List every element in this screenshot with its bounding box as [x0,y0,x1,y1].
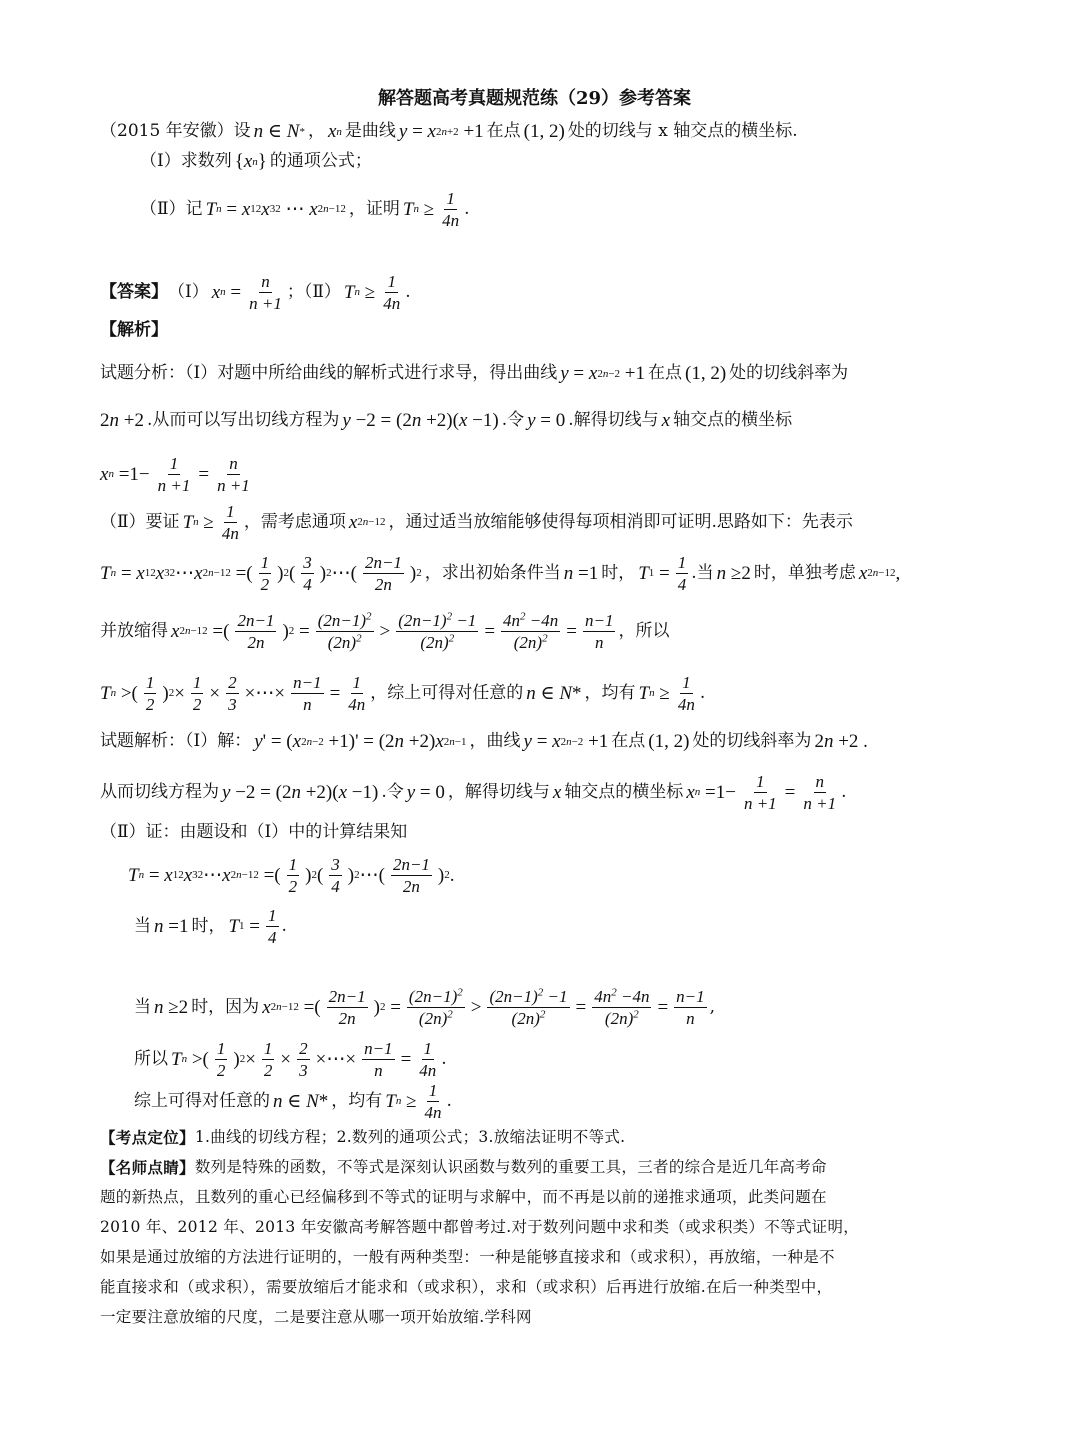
text: 并放缩得 [100,620,168,641]
math-Tn-product: T n = x 1 2 x 3 2 ⋯ x 2n−1 2 =( [128,864,281,886]
text: ，综上可得对任意的 [370,682,524,703]
math-tangent: y −2 = (2 n +2)( x −1) [342,410,499,431]
text: 试题解析：（Ⅰ）解： [100,731,252,751]
math-xn: x n [327,121,342,142]
text: ，求出初始条件当 [424,562,561,583]
math-y-zero: y = 0 [406,781,445,803]
mingshi-line-3: 2010 年、2012 年、2013 年安徽高考解答题中都曾考过.对于数列问题中求和类（或求积类）不等式证明， [100,1218,860,1236]
text: ，通过适当放缩能够使得每项相消即可证明.思路如下：先表示 [388,511,853,532]
mingshi-label: 【名师点睛】 [100,1158,195,1177]
fraction: $\frac{1}{4n}$ [424,1080,442,1122]
math-T1: T 1 = [228,915,261,937]
math-term-scaled: x 2n−1 2 =( [262,996,321,1018]
math-tangent: y −2 = (2 n +2)( x −1) [222,781,379,803]
math-curve: y = x 2n−2 +1 [560,363,645,384]
math-Tn-product: T n = x 1 2 x 3 2 ⋯ x 2n−1 2 =( [100,562,253,584]
solution-line-8: 综上可得对任意的 n ∈ N * ，均有 T n ≥ $\frac{1}{4n}$ . [134,1080,452,1122]
math-Tn-ge: T n ≥ [182,511,214,533]
math-x: x [661,410,671,431]
fraction: $\frac{(2n-1)^2 -1}{(2n)^2}$ [398,609,477,652]
fraction: $\frac{n}{n +1}$ [217,453,250,495]
text: 处的切线斜率为 [729,363,849,383]
solution-line-3: （Ⅱ）证：由题设和（Ⅰ）中的计算结果知 [100,822,408,842]
text: 轴交点的横坐标 [564,781,684,802]
solution-line-4: T n = x 1 2 x 3 2 ⋯ x 2n−1 2 =( $\frac{1}{2}$ ) 2 ( $\frac{3}{4}$ ) 2 ⋯( $\frac{2n-1}{2n}$ ) 2 . [128,854,455,896]
math-xn-eq: x n =1− [686,781,736,803]
fraction: $\frac{3}{4}$ [303,552,312,594]
text: 在点 [611,731,646,751]
text: .令 [381,781,404,802]
text: 当 [134,915,151,936]
fraction: $\frac{1}{n +1}$ [157,453,191,495]
math-n-eq-1: n =1 [563,562,599,584]
math-seq-xn: { x n } [234,151,267,172]
kaodian-label: 【考点定位】 [100,1128,195,1147]
mingshi-line-5: 能直接求和（或求积），需要放缩后才能求和（或求积），求和（或求积）后再进行放缩.在后一种类型中， [100,1278,833,1296]
math-derivative: y ' = ( x 2n−2 +1)' = (2 n +2) x 2n−1 [254,731,467,752]
math-Tn-bound: T n >( [100,682,138,704]
math-n-ge-2: n ≥2 [716,562,751,584]
math-n-in-N: n ∈ N * [253,121,305,142]
text: 综上可得对任意的 [134,1090,270,1111]
fraction: $\frac{1}{4n}$ [442,188,460,230]
text: 当 [134,996,151,1017]
analysis-line-2 [100,411,792,430]
math-xn-eq: x n = [211,281,242,303]
mingshi-line-2: 题的新热点，且数列的重心已经偏移到不等式的证明与求解中，而不再是以前的递推求通项，此类问题在 [100,1188,827,1206]
fraction: $\frac{2n-1}{2n}$ [328,986,366,1028]
math-xn-eq: x n =1− [100,463,150,485]
text: 所以 [134,1048,168,1069]
math-point: (1, 2) [685,363,727,384]
text: （Ⅱ）要证 [100,511,180,532]
math-Tn-ge: T n ≥ [638,682,670,704]
fraction: $\frac{1}{2}$ [263,1038,273,1080]
solution-line-6: 当 n ≥2 时，因为 x 2n−1 2 =( $\frac{2n-1}{2n}$ ) 2 = $\frac{(2n-1)^2}{(2n)^2}$ > $\frac{(2n-1)^2 -1}{(2n)^2}$ = $\frac{4n^2 -4n}{(2n)^2}$ = $\frac{n-1}{n}$ , [134,985,716,1028]
fraction: $\frac{4n^2 -4n}{(2n)^2}$ [594,985,650,1028]
text: ，均有 [331,1090,383,1111]
fraction: $\frac{1}{2}$ [216,1038,226,1080]
math-Tn-ge: T n ≥ [343,281,376,303]
fraction: $\frac{1}{2}$ [260,552,270,594]
fraction: $\frac{1}{4n}$ [677,672,695,714]
text: ，证明 [348,198,400,219]
fraction: $\frac{1}{2}$ [288,854,298,896]
text: 的通项公式； [269,151,372,171]
text: ，需考虑通项 [243,511,346,532]
fraction: $\frac{1}{4n}$ [383,271,401,313]
math-slope: 2 n +2 . [814,731,868,752]
text: .令 [501,410,525,430]
text: 处的切线与 x 轴交点的横坐标. [567,121,798,141]
mingshi-line-4: 如果是通过放缩的方法进行证明的，一般有两种类型：一种是能够直接求和（或求积），再放缩，一种是不 [100,1248,835,1266]
solution-line-7: 所以 T n >( $\frac{1}{2}$ ) 2 × $\frac{1}{2}$ × $\frac{2}{3}$ ×⋯× $\frac{n-1}{n}$ = $\frac{1}{4n}$ . [134,1038,447,1080]
fraction: $\frac{n}{n +1}$ [249,271,282,313]
text: 时，因为 [191,996,260,1017]
fraction: $\frac{1}{4}$ [677,552,687,594]
math-x: x [552,781,562,803]
fraction: $\frac{n-1}{n}$ [364,1038,393,1080]
fraction: $\frac{n}{n +1}$ [803,771,837,813]
text: 轴交点的横坐标 [673,410,793,430]
problem-intro: （2015 年安徽）设 [100,121,251,141]
mingshi-line-6: 一定要注意放缩的尺度，二是要注意从哪一项开始放缩.学科网 [100,1308,532,1326]
fraction: $\frac{(2n-1)^2}{(2n)^2}$ [408,985,463,1028]
fraction: $\frac{1}{4n}$ [348,672,366,714]
fraction: $\frac{4n^2 -4n}{(2n)^2}$ [503,609,559,652]
math-T1: T 1 = [638,562,670,584]
analysis-line-3: x n =1− $\frac{1}{n +1}$ = $\frac{n}{n +1}$ [100,453,250,495]
fraction: $\frac{3}{4}$ [331,854,340,896]
math-curve: y = x 2n+2 +1 [398,121,484,142]
fraction: $\frac{n-1}{n}$ [676,986,705,1028]
analysis-line-1 [100,364,848,383]
problem-part2: （Ⅱ）记 T n = x 1 2 x 3 2 ⋯ x 2n−1 2 ，证明 T n ≥ $\frac{1}{4n}$ . [140,188,470,230]
fraction: $\frac{1}{n +1}$ [743,771,777,813]
math-Tn-def: T n = x 1 2 x 3 2 ⋯ x 2n−1 2 [205,198,346,220]
text: 在点 [486,121,521,141]
solution-line-1 [100,732,871,751]
math-Tn-ge: T n ≥ [385,1090,417,1112]
fraction: $\frac{n-1}{n}$ [293,672,322,714]
math-slope: 2 n +2 [100,410,144,431]
analysis-label: 【解析】 [100,320,168,340]
text: 在点 [648,363,682,383]
math-curve: y = x 2n−2 +1 [523,731,609,752]
fraction: $\frac{1}{2}$ [192,672,202,714]
fraction: $\frac{2n-1}{2n}$ [364,552,402,594]
text: （Ⅰ） [168,281,209,302]
answer-line: 【答案】 （Ⅰ） x n = $\frac{n}{n +1}$ ；（Ⅱ） T n ≥ $\frac{1}{4n}$ . [100,271,411,313]
analysis-line-5: T n = x 1 2 x 3 2 ⋯ x 2n−1 2 =( $\frac{1}{2}$ ) 2 ( $\frac{3}{4}$ ) 2 ⋯( $\frac{2n-1}{2n}$ ) 2 ，求出初始条件当 n =1 时， T 1 = $\frac{1}{4}$ .当 n ≥2 时，单独考虑 x 2n−1 2 , [100,552,901,594]
text: 是曲线 [344,121,396,141]
math-y-zero: y = 0 [527,410,566,431]
text: 试题分析：（Ⅰ）对题中所给曲线的解析式进行求导，得出曲线 [100,363,558,383]
text: ， [307,121,325,141]
fraction: $\frac{2}{3}$ [299,1038,308,1080]
page-title: 解答题高考真题规范练（29）参考答案 [378,88,692,109]
math-point: (1, 2) [523,121,565,142]
math-n-in-N: n ∈ N * [273,1090,329,1112]
fraction: $\frac{(2n-1)^2}{(2n)^2}$ [317,609,372,652]
math-n-in-N: n ∈ N * [526,682,582,704]
analysis-line-4 [100,500,853,544]
text: （Ⅰ）求数列 [140,151,232,171]
text: .从而可以写出切线方程为 [146,410,340,430]
math-term: x 2n−1 2 , [858,562,901,584]
solution-line-5: 当 n =1 时， T 1 = $\frac{1}{4}$ . [134,905,287,947]
fraction: $\frac{1}{2}$ [145,672,155,714]
fraction: $\frac{2n-1}{2n}$ [237,610,275,652]
text: ；（Ⅱ） [286,281,341,302]
text: ，解得切线与 [447,781,550,802]
fraction: $\frac{1}{4n}$ [221,501,239,543]
text: ，均有 [584,682,636,703]
answer-label: 【答案】 [100,281,168,302]
text: 处的切线斜率为 [692,731,812,751]
kaodian-line [100,1130,625,1146]
text: （Ⅱ）记 [140,198,203,219]
problem-part1 [140,152,372,171]
text: ，所以 [618,620,670,641]
kaodian-text: 1.曲线的切线方程；2.数列的通项公式；3.放缩法证明不等式. [194,1128,626,1146]
math-term-scaled: x 2n−1 2 =( [171,620,230,642]
fraction: $\frac{1}{4n}$ [419,1038,437,1080]
math-point: (1, 2) [648,731,690,752]
mingshi-text: 数列是特殊的函数，不等式是深刻认识函数与数列的重要工具，三者的综合是近几年高考命 [194,1158,827,1176]
solution-line-2: 从而切线方程为 y −2 = (2 n +2)( x −1) .令 y = 0 ，解得切线与 x 轴交点的横坐标 x n =1− $\frac{1}{n +1}$ = $\frac{n}{n +1}$ . [100,771,847,813]
text: 时， [601,562,636,583]
analysis-line-7: T n >( $\frac{1}{2}$ ) 2 × $\frac{1}{2}$ × $\frac{2}{3}$ ×⋯× $\frac{n-1}{n}$ = $\frac{1}{4n}$ ，综上可得对任意的 n ∈ N * ，均有 T n ≥ $\frac{1}{4n}$ . [100,672,706,714]
fraction: $\frac{2n-1}{2n}$ [392,854,430,896]
fraction: $\frac{1}{4}$ [268,905,277,947]
mingshi-line-1 [100,1160,827,1176]
math-n-eq-1: n =1 [154,915,189,937]
text: ，曲线 [469,731,521,751]
fraction: $\frac{(2n-1)^2 -1}{(2n)^2}$ [489,985,568,1028]
fraction: $\frac{2}{3}$ [228,672,237,714]
text: .当 [691,562,714,583]
text: .解得切线与 [568,410,659,430]
text: 时， [191,915,226,936]
math-Tn-bound: T n >( [171,1048,209,1070]
math-n-ge-2: n ≥2 [154,996,189,1018]
math-Tn-ineq: T n ≥ [402,198,435,220]
math-term: x 2n−1 2 [348,511,386,533]
fraction: $\frac{n-1}{n}$ [584,610,614,652]
text: 从而切线方程为 [100,781,219,802]
analysis-line-6: 并放缩得 x 2n−1 2 =( $\frac{2n-1}{2n}$ ) 2 = $\frac{(2n-1)^2}{(2n)^2}$ > $\frac{(2n-1)^2 -1}{(2n)^2}$ = $\frac{4n^2 -4n}{(2n)^2}$ = $\frac{n-1}{n}$ ，所以 [100,609,670,652]
text: 时，单独考虑 [753,562,856,583]
problem-statement [100,122,798,141]
